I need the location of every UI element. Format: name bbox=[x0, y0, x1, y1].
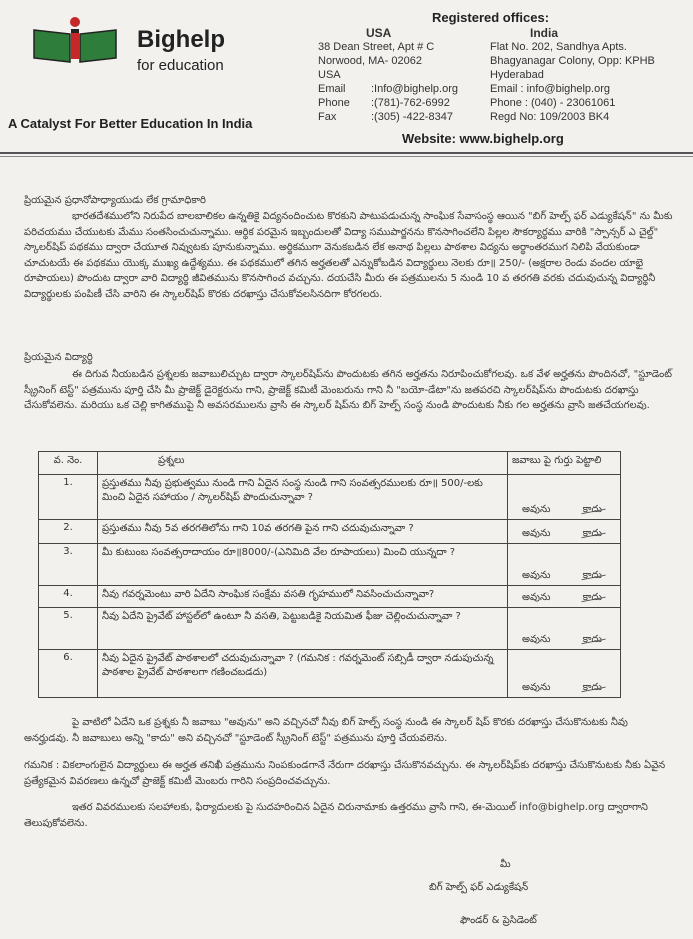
header-divider-thin bbox=[0, 156, 693, 157]
table-row bbox=[39, 520, 621, 544]
table-row bbox=[39, 544, 621, 586]
no-option[interactable]: కాదు bbox=[583, 569, 606, 583]
usa-address bbox=[318, 26, 458, 124]
no-option[interactable]: కాదు bbox=[583, 503, 606, 517]
row-question: ప్రస్తుతము నీవు ప్రభుత్వము నుండి గాని ఏదైన సంస్థ నుండి గాని సంవత్సరములకు రూ॥ 500/-లకు మించి ఏదైన సహాయం / స్కాలర్‌షిప్ పొందుచున్నావా ? bbox=[98, 475, 508, 520]
brand-name: Bighelp bbox=[137, 26, 225, 53]
india-line3: Hyderabad bbox=[490, 69, 544, 81]
table-row bbox=[39, 475, 621, 520]
usa-phone: :(781)-762-6992 bbox=[371, 97, 450, 109]
yes-option[interactable]: అవును bbox=[522, 682, 551, 693]
salutation-student: ప్రియమైన విద్యార్థి bbox=[24, 352, 93, 363]
yes-option[interactable]: అవును bbox=[522, 528, 551, 539]
row-number: 3. bbox=[39, 544, 98, 586]
india-phone: Phone : (040) - 23061061 bbox=[490, 97, 616, 109]
india-heading: India bbox=[530, 26, 559, 40]
row-answer[interactable] bbox=[508, 608, 621, 650]
no-option[interactable]: కాదు bbox=[583, 633, 606, 647]
eligibility-table bbox=[38, 451, 621, 698]
note-paragraph: గమనిక : వికలాంగులైన విద్యార్థులు ఈ అర్హత తనిఖీ పత్రమును నింపకుండగానే నేరుగా దరఖాస్తు చేసుకొనవచ్చును. ఈ స్కాలర్‌షిప్‌కు దరఖాస్తు చేసుకొనుటకు నీకు ఏవైన ప్రత్యేకమైన వివరణలు ఉన్నచో ప్రాజెక్ట్ కమిటీ మెంబరు గారిని సంప్రదించవచ్చును. bbox=[24, 760, 666, 787]
row-answer[interactable] bbox=[508, 586, 621, 608]
row-number: 4. bbox=[39, 586, 98, 608]
instructions-paragraph: ఈ దిగువ నీయబడిన ప్రశ్నలకు జవాబులిచ్చుట ద్వారా స్కాలర్‌షిప్‌ను పొందుటకు తగిన అర్హతను నిరూపించుకోగలవు. ఒక వేళ అర్హతను పొందినచో, "స్టూడెంట్ స్క్రీనింగ్ టెస్ట్" పత్రమును పూర్తి చేసి మీ ప్రాజెక్ట్ డైరెక్టరును గాని, ప్రాజెక్ట్ కమిటీ మెంబరును గాని నీ "బయో-డేటా"ను జతపరచి స్కాలర్‌షిప్‌ను పొందుటకు దరఖాస్తు చేసుకోవలెను. మరియు ఒక చెల్లి కాగితముపై నీ అవసరములను వ్రాసి ఈ స్కాలర్ షిప్‌ను బిగ్ హెల్ప్ సంస్థ నుండి పొందుటకు నీకు గల అర్హతను వ్రాసి జతచేయగలవు. bbox=[24, 369, 672, 411]
usa-email-label: Email bbox=[318, 83, 346, 95]
closing-yours: మీ bbox=[500, 859, 511, 870]
row-number: 6. bbox=[39, 650, 98, 698]
india-address bbox=[490, 26, 655, 124]
row-number: 2. bbox=[39, 520, 98, 544]
no-option[interactable]: కాదు bbox=[583, 527, 606, 541]
india-regd: Regd No: 109/2003 BK4 bbox=[490, 111, 610, 123]
table-row bbox=[39, 650, 621, 698]
tagline: A Catalyst For Better Education In India bbox=[8, 116, 253, 131]
row-question: నీవు గవర్నమెంటు వారి ఏదేని సాంఘిక సంక్షేమ వసతి గృహములో నివసించుచున్నావా? bbox=[98, 586, 508, 608]
yes-option[interactable]: అవును bbox=[522, 634, 551, 645]
table-row bbox=[39, 608, 621, 650]
row-answer[interactable] bbox=[508, 520, 621, 544]
no-option[interactable]: కాదు bbox=[583, 591, 606, 605]
usa-line1: 38 Dean Street, Apt # C bbox=[318, 41, 435, 53]
usa-email-row bbox=[318, 82, 458, 96]
india-line1: Flat No. 202, Sandhya Apts. bbox=[490, 41, 627, 53]
col-header-answer: జవాబు పై గుర్తు పెట్టాలి bbox=[508, 452, 621, 475]
row-number: 1. bbox=[39, 475, 98, 520]
usa-phone-row bbox=[318, 96, 458, 110]
website-link[interactable]: Website: www.bighelp.org bbox=[402, 131, 564, 146]
header-divider bbox=[0, 152, 693, 154]
table-header-row bbox=[39, 452, 621, 475]
row-question: ప్రస్తుతము నీవు 5వ తరగతిలోను గాని 10వ తరగతి పైన గాని చదువుచున్నావా ? bbox=[98, 520, 508, 544]
brand-subtitle: for education bbox=[137, 57, 224, 74]
row-question: మీ కుటుంబ సంవత్సరాదాయం రూ॥8000/-(ఎనిమిది వేల రూపాయలు) మించి యున్నదా ? bbox=[98, 544, 508, 586]
india-line2: Bhagyanagar Colony, Opp: KPHB bbox=[490, 55, 655, 67]
col-header-number: వ. నెం. bbox=[39, 452, 98, 475]
col-header-questions: ప్రశ్నలు bbox=[98, 452, 508, 475]
usa-fax-row bbox=[318, 110, 458, 124]
row-question: నీవు ఏదైన ప్రైవేట్ పాఠశాలలో చదువుచున్నావా ? (గమనిక : గవర్నమెంట్ సబ్సిడీ ద్వారా నడుపుచున్న పాఠశాల ప్రైవేట్ పాఠశాలగా గణించబడదు) bbox=[98, 650, 508, 698]
yes-option[interactable]: అవును bbox=[522, 592, 551, 603]
salutation-headmaster: ప్రియమైన ప్రధానోపాధ్యాయుడు లేక గ్రామాధికారి bbox=[24, 195, 206, 206]
table-row bbox=[39, 586, 621, 608]
row-answer[interactable] bbox=[508, 544, 621, 586]
row-number: 5. bbox=[39, 608, 98, 650]
usa-line3: USA bbox=[318, 69, 341, 81]
no-option[interactable]: కాదు bbox=[583, 681, 606, 695]
usa-email[interactable]: :Info@bighelp.org bbox=[371, 83, 459, 95]
ineligibility-paragraph: పై వాటిలో ఏదేని ఒక ప్రశ్నకు నీ జవాబు "అవును" అని వచ్చినచో నీవు బిగ్ హెల్ప్ సంస్థ నుండి ఈ స్కాలర్ షిప్ కొరకు దరఖాస్తు చేసుకొనుటకు నీవు అనర్హుడవు. నీ జవాబులు అన్ని "కాదు" అని వచ్చినచో "స్టూడెంట్ స్క్రీనింగ్ టెస్ట్" పత్రమును పూర్తి చేయవలెను. bbox=[24, 717, 628, 744]
row-answer[interactable] bbox=[508, 650, 621, 698]
closing-designation: ఫౌండర్ & ప్రెసిడెంట్ bbox=[460, 915, 537, 926]
row-question: నీవు ఏదేని ప్రైవేట్ హాస్టల్‌లో ఉంటూ నీ వసతి, పెట్టుబడికై నియమిత ఫీజు చెల్లించుచున్నావా ? bbox=[98, 608, 508, 650]
yes-option[interactable]: అవును bbox=[522, 504, 551, 515]
row-answer[interactable] bbox=[508, 475, 621, 520]
yes-option[interactable]: అవును bbox=[522, 570, 551, 581]
usa-heading: USA bbox=[366, 26, 392, 40]
intro-paragraph: భారతదేశములోని నిరుపేద బాలబాలికల ఉన్నతికై విద్యనందించుట కొరకుని పాటుపడుచున్న సాంఘిక సేవాసంస్థ ఆయిన "బిగ్ హెల్ప్ ఫర్ ఎడ్యుకేషన్" ను మీకు పరిచయము చేయుటకు మేము సంతసించుచున్నాము. ఆర్థిక పరమైన ఇబ్బందులతో విద్యా సముపార్జనను కొనసాగించలేని పిల్లల సౌకర్యార్థము వారికి "స్పాన్సర్ ఎ చైల్డ్" స్కాలర్‌షిప్ పథకము ద్వారా చేయూత నివ్వుటకు పూనుకున్నాము. అర్థికముగా వెనుకబడిన లేక అనాథ పిల్లలు పాఠశాల విద్యను అర్థాంతరముగ నిలిపి వేయకుండా చూచుటయే ఈ పథకము యొక్క ముఖ్య ఉద్దేశ్యము. ఈ పథకములో తగిన అర్హతలతో ఎన్నుకోబడిన విద్యార్థులు నెలకు రూ॥ 250/- (అక్షరాల రెండు వందల యాభై రూపాయలు) పొందుట ద్వారా వారి విద్యార్థి జీవితమును కొనసాగించ వచ్చును. దయచేసి మీరు ఈ పత్రములను 5 నుండి 10 వ తరగతి వరకు చదువుచున్న విద్యార్థినీ విద్యార్థులకు పంపిణీ చేసి వారిని ఈ స్కాలర్‌షిప్ కొరకు దరఖాస్తు చేసుకోవలసినదిగా కోరగలరు. bbox=[24, 211, 673, 300]
india-email[interactable]: Email : info@bighelp.org bbox=[490, 83, 611, 95]
usa-fax-label: Fax bbox=[318, 111, 337, 123]
closing-org-name: బిగ్ హెల్ప్ ఫర్ ఎడ్యుకేషన్ bbox=[429, 882, 529, 893]
bighelp-logo bbox=[30, 16, 120, 66]
registered-offices-title: Registered offices: bbox=[432, 10, 550, 25]
usa-fax: :(305) -422-8347 bbox=[371, 111, 453, 123]
contact-paragraph: ఇతర వివరములకు సలహాలకు, ఫిర్యాదులకు పై సుదహరించిన ఏదైన చిరునామాకు ఉత్తరము వ్రాసి గాని, ఈ-మెయిల్ info@bighelp.org ద్వారాగాని తెలుపుకోవలెను. bbox=[24, 802, 648, 829]
usa-phone-label: Phone bbox=[318, 97, 350, 109]
usa-line2: Norwood, MA- 02062 bbox=[318, 55, 422, 67]
